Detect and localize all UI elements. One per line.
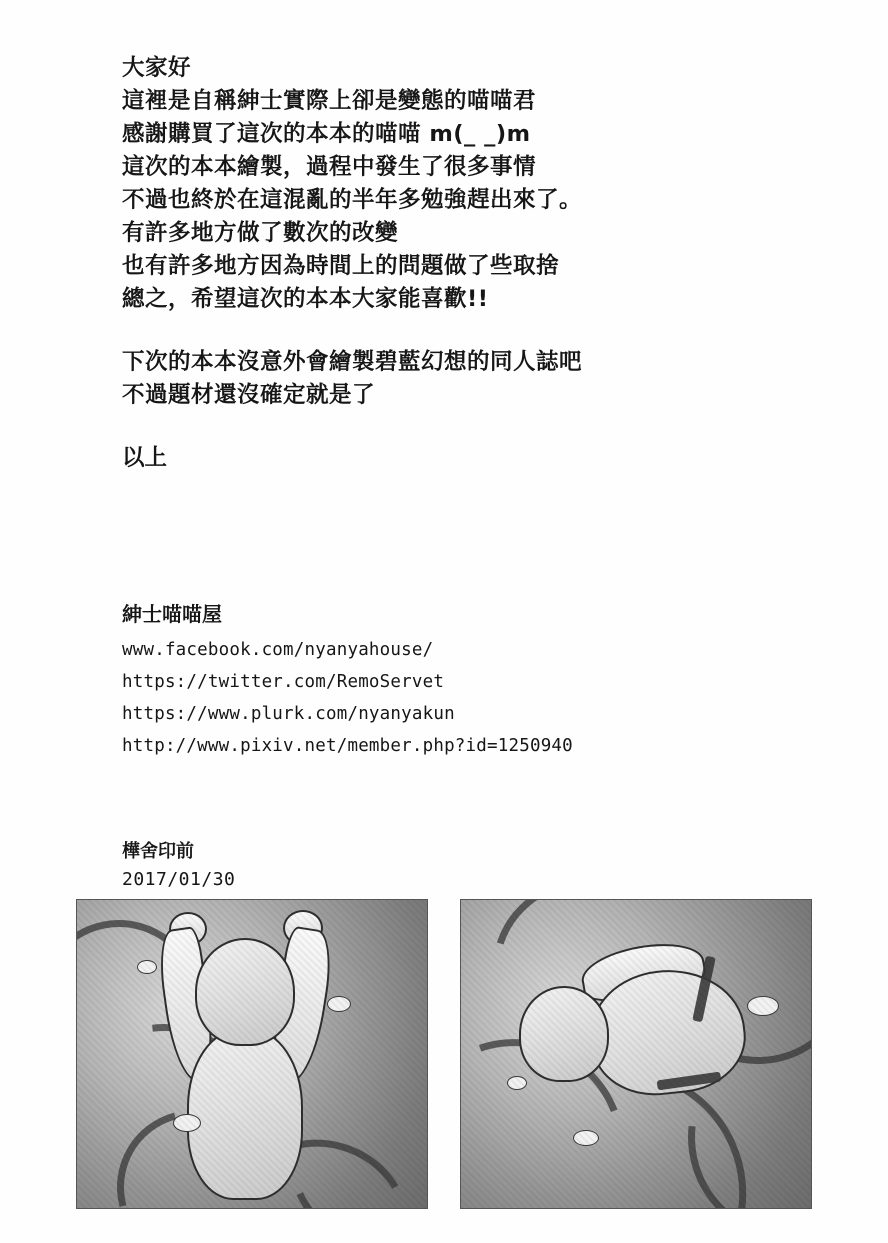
print-date: 2017/01/30 [122, 869, 236, 890]
afterword-line: 也有許多地方因為時間上的問題做了些取捨 [122, 253, 560, 279]
paragraph-spacer [122, 316, 822, 346]
thumbnail-image-left [76, 899, 428, 1209]
contact-link-pixiv[interactable]: http://www.pixiv.net/member.php?id=1250940 [122, 736, 573, 756]
afterword-line: 總之，希望這次的本本大家能喜歡!! [122, 286, 489, 312]
contact-link-facebook[interactable]: www.facebook.com/nyanyahouse/ [122, 640, 434, 660]
paragraph-spacer [122, 412, 822, 442]
contact-link-plurk[interactable]: https://www.plurk.com/nyanyakun [122, 704, 455, 724]
shop-name: 紳士喵喵屋 [122, 602, 222, 626]
afterword-line: 有許多地方做了數次的改變 [122, 220, 399, 246]
afterword-line: 大家好 [122, 55, 192, 81]
next-book-line: 不過題材還沒確定就是了 [122, 382, 376, 408]
printer-name: 樺舍印前 [122, 841, 194, 862]
afterword-block [122, 52, 822, 475]
contact-link-twitter[interactable]: https://twitter.com/RemoServet [122, 672, 445, 692]
afterword-line: 感謝購買了這次的本本的喵喵 m(_ _)m [122, 121, 531, 147]
next-book-line: 下次的本本沒意外會繪製碧藍幻想的同人誌吧 [122, 349, 583, 375]
halftone-overlay [77, 900, 427, 1208]
halftone-overlay [461, 900, 811, 1208]
afterword-line: 這次的本本繪製，過程中發生了很多事情 [122, 154, 537, 180]
afterword-line: 這裡是自稱紳士實際上卻是變態的喵喵君 [122, 88, 537, 114]
contact-block [122, 598, 822, 762]
thumbnail-row [76, 899, 812, 1207]
afterword-closing: 以上 [122, 445, 168, 471]
thumbnail-image-right [460, 899, 812, 1209]
imprint-block [122, 838, 235, 894]
afterword-line: 不過也終於在這混亂的半年多勉強趕出來了。 [122, 187, 583, 213]
